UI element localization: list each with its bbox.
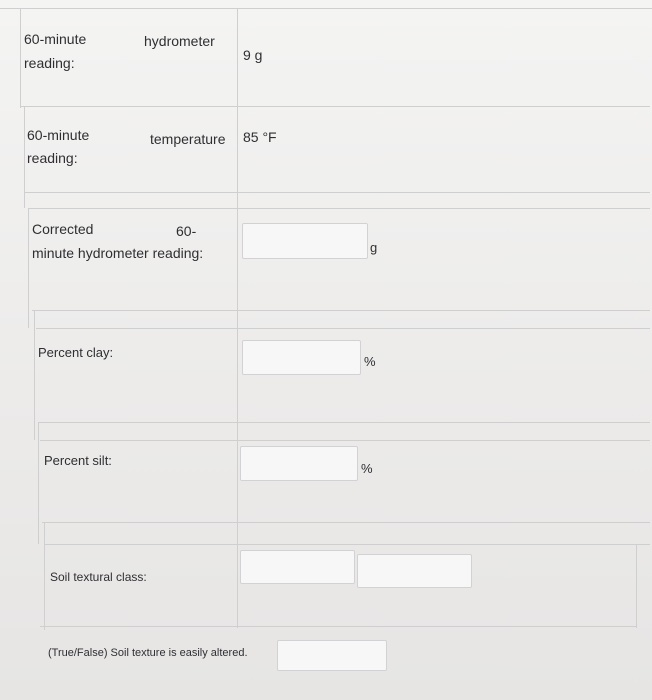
divider xyxy=(28,208,650,209)
hydrometer-label-line2: reading: xyxy=(24,55,75,71)
divider xyxy=(40,626,636,627)
divider xyxy=(42,522,650,523)
divider xyxy=(0,8,652,9)
divider xyxy=(34,310,35,440)
clay-unit: % xyxy=(364,354,376,369)
divider xyxy=(38,422,39,544)
corrected-label-line2: minute hydrometer reading: xyxy=(32,245,204,261)
hydrometer-label-mid: hydrometer xyxy=(144,33,215,49)
corrected-unit: g xyxy=(370,240,378,255)
truefalse-input[interactable] xyxy=(277,640,387,671)
divider xyxy=(28,208,29,328)
hydrometer-label-line1: 60-minute xyxy=(24,31,87,47)
divider xyxy=(20,106,650,107)
divider xyxy=(24,192,650,193)
divider xyxy=(40,440,650,441)
divider xyxy=(237,8,238,628)
textural-class-answer-1[interactable] xyxy=(240,550,355,584)
divider xyxy=(20,8,21,108)
corrected-reading-input[interactable] xyxy=(242,223,368,259)
temperature-label-line2: reading: xyxy=(27,150,78,166)
percent-clay-input[interactable] xyxy=(242,340,361,375)
hydrometer-value: 9 g xyxy=(243,47,263,63)
truefalse-label: (True/False) Soil texture is easily altered. xyxy=(48,647,248,659)
divider xyxy=(36,328,650,329)
divider xyxy=(32,310,650,311)
silt-unit: % xyxy=(361,461,373,476)
divider xyxy=(636,544,637,628)
texture-label: Soil textural class: xyxy=(50,570,147,584)
divider xyxy=(44,544,650,545)
textural-class-answer-2[interactable] xyxy=(357,554,472,588)
temperature-value: 85 °F xyxy=(243,129,277,145)
divider xyxy=(38,422,650,423)
divider xyxy=(44,522,45,630)
corrected-label-line1b: 60- xyxy=(176,223,197,239)
corrected-label-line1a: Corrected xyxy=(32,221,94,237)
percent-silt-input[interactable] xyxy=(240,446,358,481)
temperature-label-line1: 60-minute xyxy=(27,127,90,143)
temperature-label-mid: temperature xyxy=(150,131,226,147)
divider xyxy=(24,106,25,208)
clay-label: Percent clay: xyxy=(38,345,114,360)
silt-label: Percent silt: xyxy=(44,453,112,468)
